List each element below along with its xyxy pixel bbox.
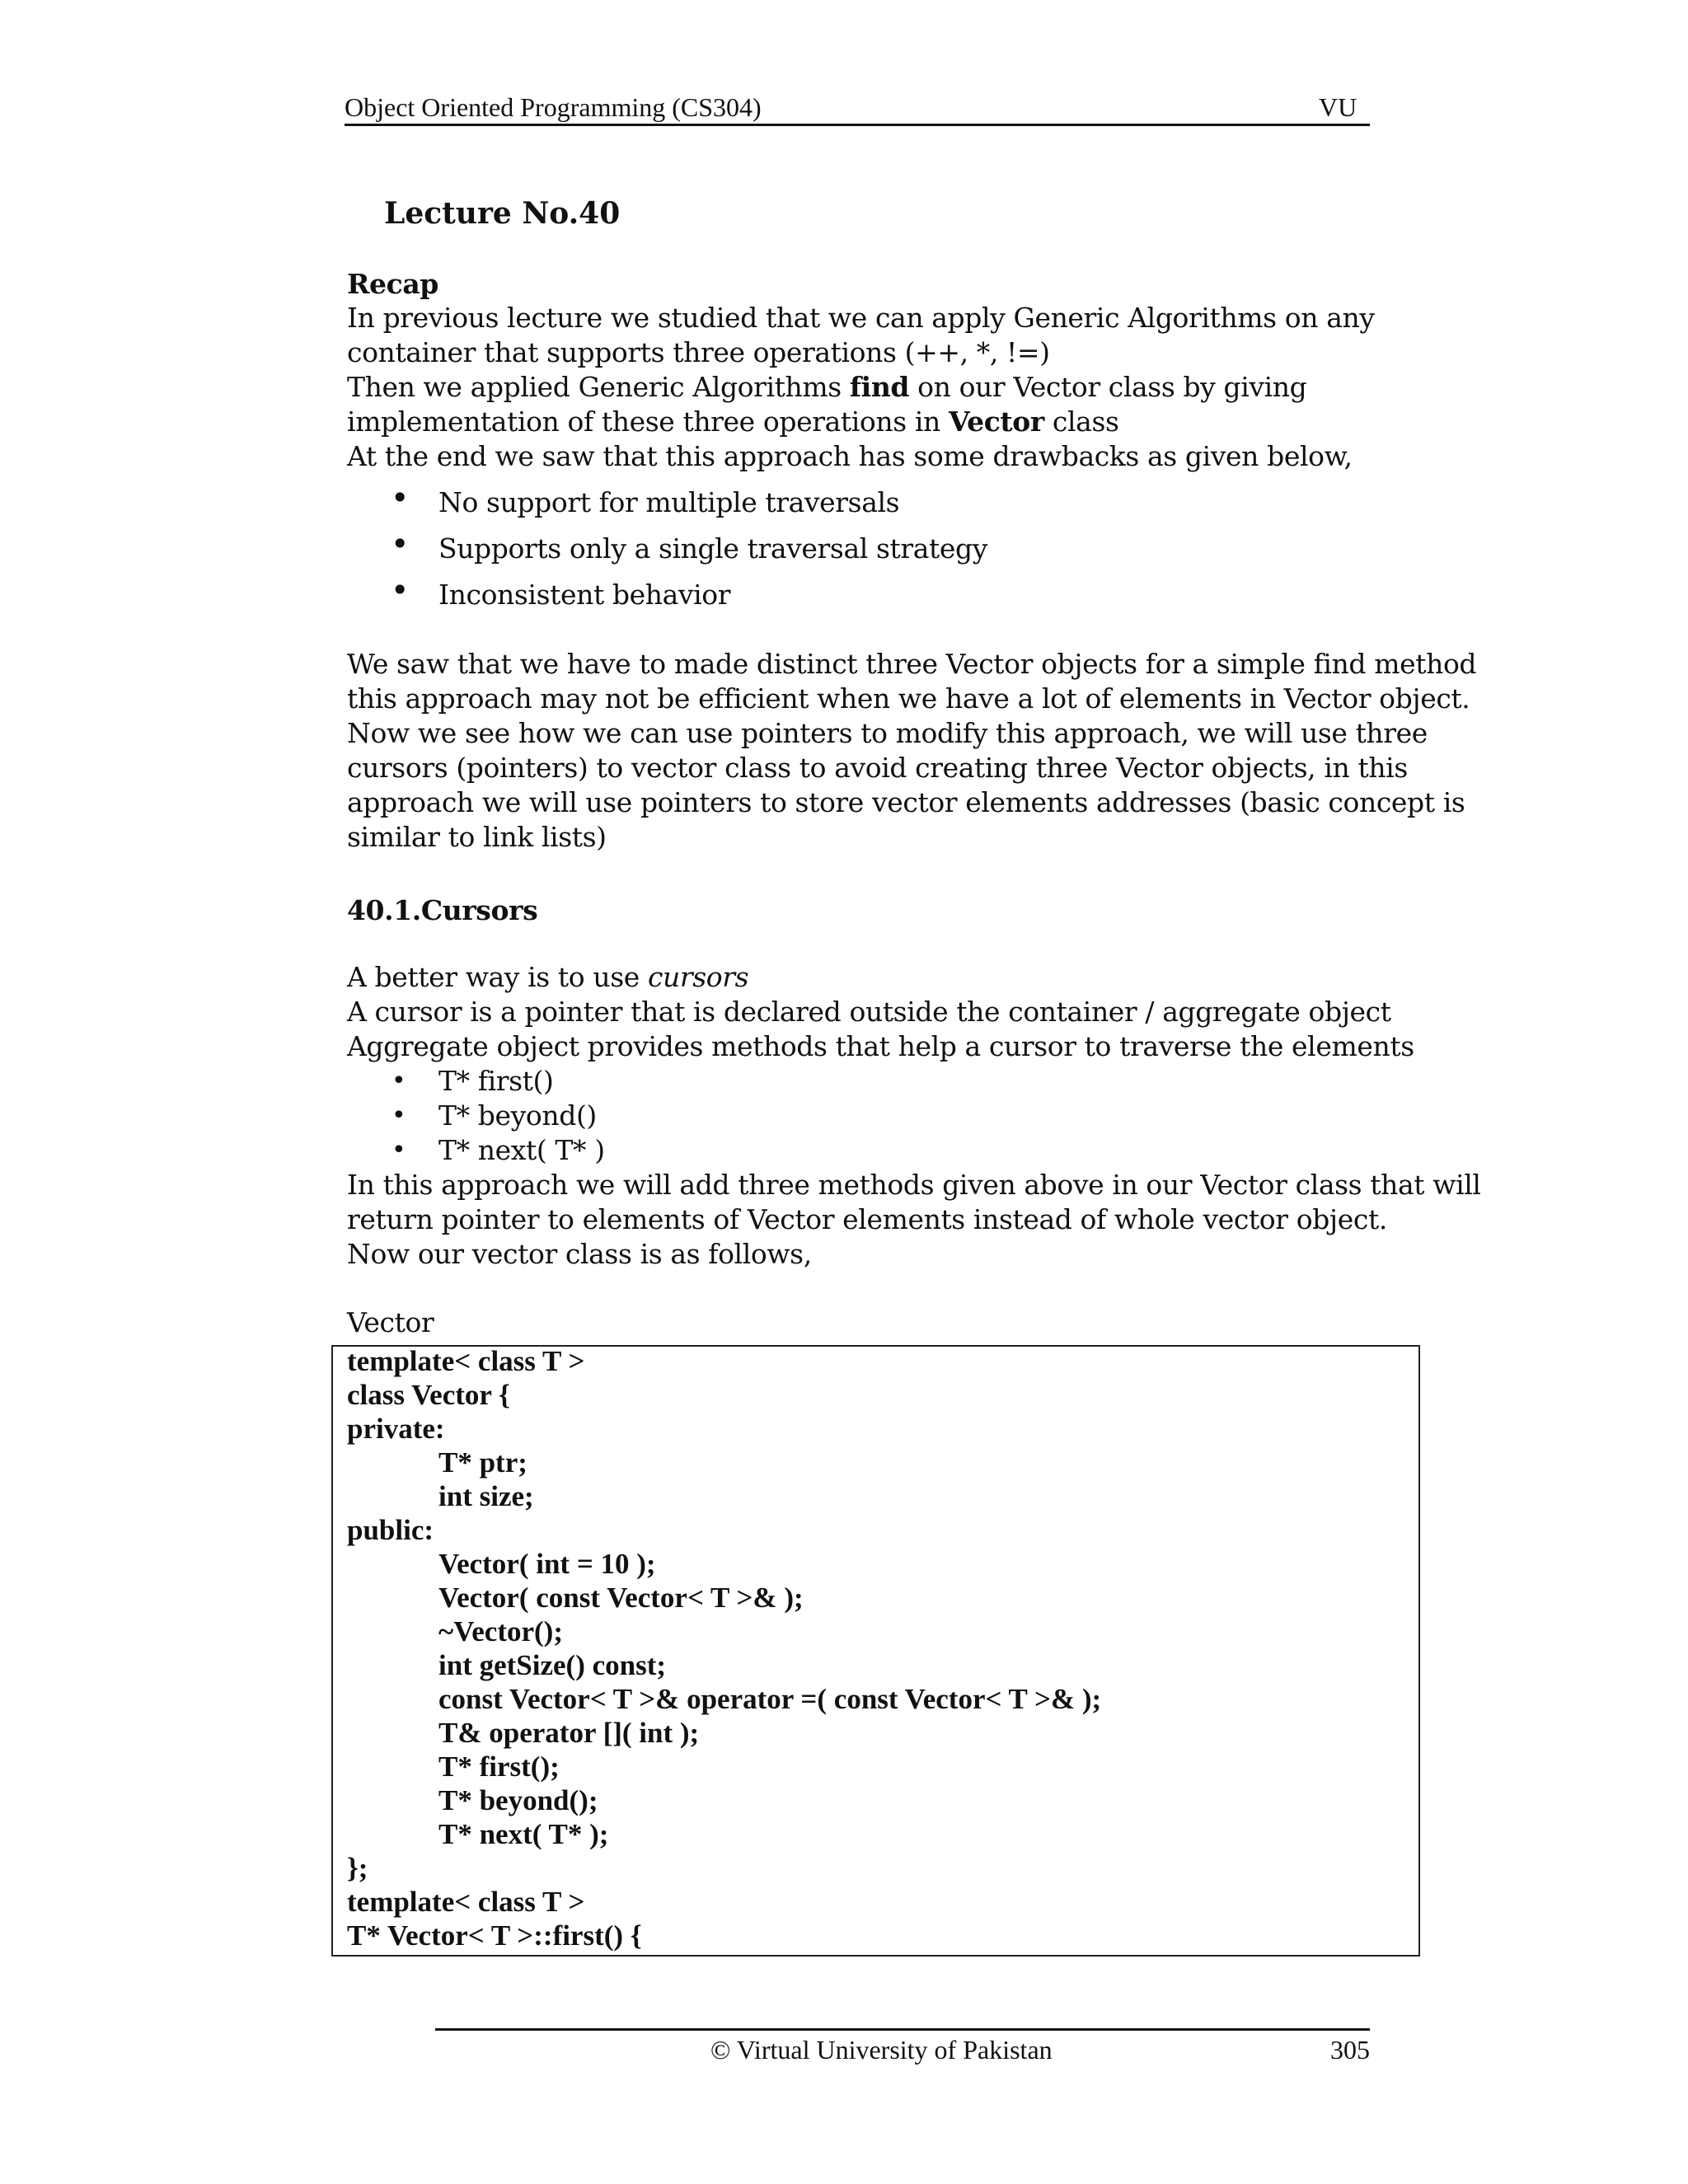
- code-line: template< class T >: [347, 1345, 585, 1377]
- bullet-icon: •: [392, 1136, 406, 1165]
- footer-copyright: © Virtual University of Pakistan: [710, 2035, 1053, 2064]
- code-caption: Vector: [347, 1306, 434, 1338]
- paragraph-line: We saw that we have to made distinct three Vector objects for a simple find method: [347, 648, 1477, 680]
- header-rule: [345, 124, 1370, 126]
- paragraph-line: approach we will use pointers to store vector elements addresses (basic concept is: [347, 786, 1465, 818]
- header-institution: VU: [1319, 92, 1357, 122]
- list-item: Inconsistent behavior: [438, 579, 731, 611]
- section-line: return pointer to elements of Vector elements instead of whole vector object.: [347, 1203, 1387, 1235]
- recap-line: Then we applied Generic Algorithms find on our Vector class by giving: [347, 371, 1307, 403]
- code-line: };: [347, 1852, 368, 1884]
- footer-rule: [435, 2028, 1370, 2031]
- paragraph-line: cursors (pointers) to vector class to avoid creating three Vector objects, in this: [347, 752, 1408, 784]
- list-item: No support for multiple traversals: [438, 486, 900, 518]
- code-line: T* Vector< T >::first() {: [347, 1919, 642, 1952]
- code-line: public:: [347, 1514, 434, 1546]
- keyword-find: find: [849, 371, 910, 403]
- list-item: Supports only a single traversal strategy: [438, 532, 987, 565]
- section-line: A better way is to use cursors: [347, 961, 749, 993]
- paragraph-line: similar to link lists): [347, 821, 607, 853]
- code-line: ~Vector();: [438, 1615, 563, 1647]
- term-cursors: cursors: [647, 961, 749, 993]
- code-line: int size;: [438, 1480, 534, 1512]
- code-line: T* first();: [438, 1750, 560, 1783]
- bullet-icon: •: [391, 572, 410, 608]
- code-line: T* next( T* );: [438, 1818, 609, 1850]
- code-line: T* beyond();: [438, 1784, 598, 1816]
- recap-line: In previous lecture we studied that we can apply Generic Algorithms on any: [347, 302, 1375, 334]
- code-line: Vector( int = 10 );: [438, 1548, 656, 1580]
- bullet-icon: •: [392, 1066, 406, 1095]
- recap-line: container that supports three operations (++, *, !=): [347, 336, 1050, 368]
- keyword-vector: Vector: [948, 405, 1044, 438]
- header-course-title: Object Oriented Programming (CS304): [345, 92, 762, 122]
- section-heading: 40.1.Cursors: [347, 894, 538, 926]
- bullet-icon: •: [392, 1101, 406, 1130]
- code-line: int getSize() const;: [438, 1649, 667, 1681]
- code-line: T& operator []( int );: [438, 1717, 700, 1749]
- code-line: const Vector< T >& operator =( const Vector< T >& );: [438, 1683, 1102, 1715]
- page-number: 305: [1330, 2035, 1370, 2064]
- paragraph-line: Now we see how we can use pointers to modify this approach, we will use three: [347, 717, 1428, 749]
- recap-line: implementation of these three operations in Vector class: [347, 405, 1119, 438]
- method-item: T* next( T* ): [438, 1134, 605, 1166]
- method-item: T* first(): [438, 1065, 554, 1097]
- paragraph-line: this approach may not be efficient when we have a lot of elements in Vector object.: [347, 682, 1470, 715]
- code-line: class Vector {: [347, 1379, 510, 1411]
- section-line: A cursor is a pointer that is declared outside the container / aggregate object: [347, 996, 1391, 1028]
- section-line: Aggregate object provides methods that help a cursor to traverse the elements: [347, 1030, 1414, 1062]
- section-line: In this approach we will add three methods given above in our Vector class that will: [347, 1169, 1481, 1201]
- code-line: template< class T >: [347, 1886, 585, 1918]
- lecture-title: Lecture No.40: [384, 196, 621, 231]
- method-item: T* beyond(): [438, 1099, 597, 1132]
- recap-line: At the end we saw that this approach has some drawbacks as given below,: [347, 440, 1353, 472]
- bullet-icon: •: [391, 480, 410, 516]
- code-line: private:: [347, 1413, 445, 1445]
- section-line: Now our vector class is as follows,: [347, 1238, 812, 1270]
- recap-heading: Recap: [347, 268, 438, 300]
- code-line: T* ptr;: [438, 1446, 528, 1479]
- bullet-icon: •: [391, 526, 410, 562]
- code-line: Vector( const Vector< T >& );: [438, 1582, 804, 1614]
